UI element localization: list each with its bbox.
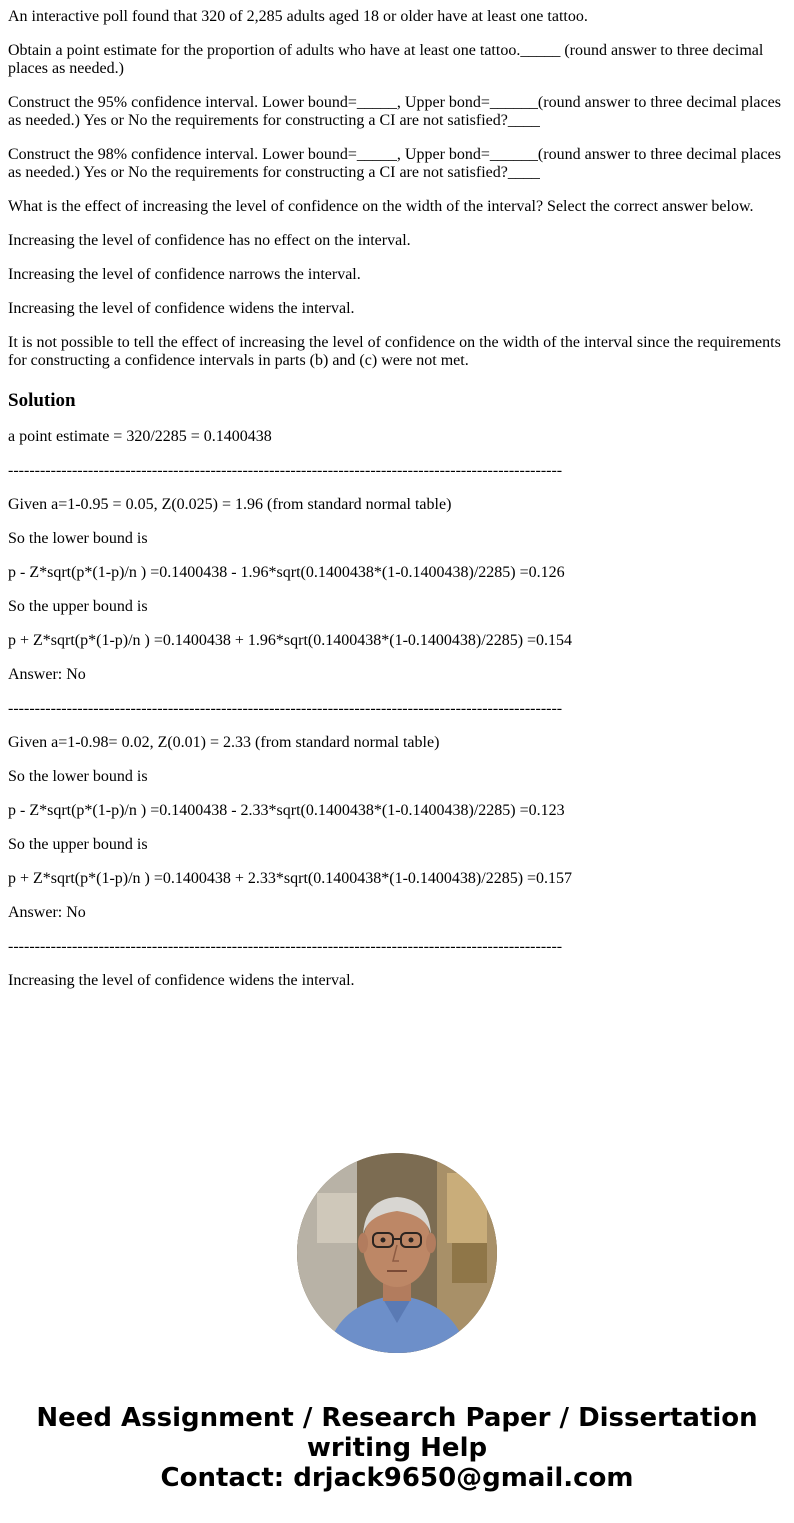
- solution-line: Given a=1-0.98= 0.02, Z(0.01) = 2.33 (from standard normal table): [8, 734, 440, 751]
- solution-line: Answer: No: [8, 904, 86, 921]
- solution-line: p - Z*sqrt(p*(1-p)/n ) =0.1400438 - 2.33*sqrt(0.1400438*(1-0.1400438)/2285) =0.123: [8, 802, 565, 819]
- document-body: [8, 8, 786, 1006]
- question-intro: An interactive poll found that 320 of 2,285 adults aged 18 or older have at least one tattoo.: [8, 8, 588, 25]
- question-part-d: What is the effect of increasing the level of confidence on the width of the interval? Select the correct answer below.: [8, 198, 754, 215]
- solution-line: So the lower bound is: [8, 530, 148, 547]
- portrait-image: [297, 1153, 497, 1353]
- footer-line: writing Help: [306, 1433, 488, 1463]
- solution-line: Given a=1-0.95 = 0.05, Z(0.025) = 1.96 (from standard normal table): [8, 496, 452, 513]
- solution-line: So the upper bound is: [8, 598, 148, 615]
- solution-line: Increasing the level of confidence widens the interval.: [8, 972, 355, 989]
- answer-option: It is not possible to tell the effect of increasing the level of confidence on the width of the interval since the requirements for constructing a confidence intervals in parts (b) and (c) were not met.: [8, 334, 781, 369]
- question-part-b: Construct the 95% confidence interval. Lower bound=_____, Upper bond=______(round answer to three decimal places as needed.) Yes or No the requirements for constructing a CI are not satisfied?____: [8, 94, 781, 129]
- answer-option: Increasing the level of confidence narrows the interval.: [8, 266, 361, 283]
- solution-line: p + Z*sqrt(p*(1-p)/n ) =0.1400438 + 1.96*sqrt(0.1400438*(1-0.1400438)/2285) =0.154: [8, 632, 573, 649]
- footer-contact: Contact: drjack9650@gmail.com: [160, 1463, 634, 1493]
- solution-line: Answer: No: [8, 666, 86, 683]
- answer-option: Increasing the level of confidence has no effect on the interval.: [8, 232, 411, 249]
- answer-option: Increasing the level of confidence widens the interval.: [8, 300, 355, 317]
- solution-line: a point estimate = 320/2285 = 0.1400438: [8, 428, 272, 445]
- solution-line: So the lower bound is: [8, 768, 148, 785]
- avatar: [297, 1153, 497, 1353]
- question-part-a: Obtain a point estimate for the proportion of adults who have at least one tattoo._____ (round answer to three decimal places as needed.): [8, 42, 764, 77]
- footer-line: Need Assignment / Research Paper / Dissertation: [36, 1403, 758, 1433]
- solution-line: So the upper bound is: [8, 836, 148, 853]
- solution-line: p + Z*sqrt(p*(1-p)/n ) =0.1400438 + 2.33*sqrt(0.1400438*(1-0.1400438)/2285) =0.157: [8, 870, 573, 887]
- solution-line: p - Z*sqrt(p*(1-p)/n ) =0.1400438 - 1.96*sqrt(0.1400438*(1-0.1400438)/2285) =0.126: [8, 564, 565, 581]
- footer-banner: [0, 1403, 794, 1493]
- divider-line: --------------------------------------------------------------------------------------------------------: [8, 462, 563, 479]
- divider-line: --------------------------------------------------------------------------------------------------------: [8, 700, 563, 717]
- divider-line: --------------------------------------------------------------------------------------------------------: [8, 938, 563, 955]
- solution-heading: Solution: [8, 390, 76, 411]
- question-part-c: Construct the 98% confidence interval. Lower bound=_____, Upper bond=______(round answer to three decimal places as needed.) Yes or No the requirements for constructing a CI are not satisfied?____: [8, 146, 781, 181]
